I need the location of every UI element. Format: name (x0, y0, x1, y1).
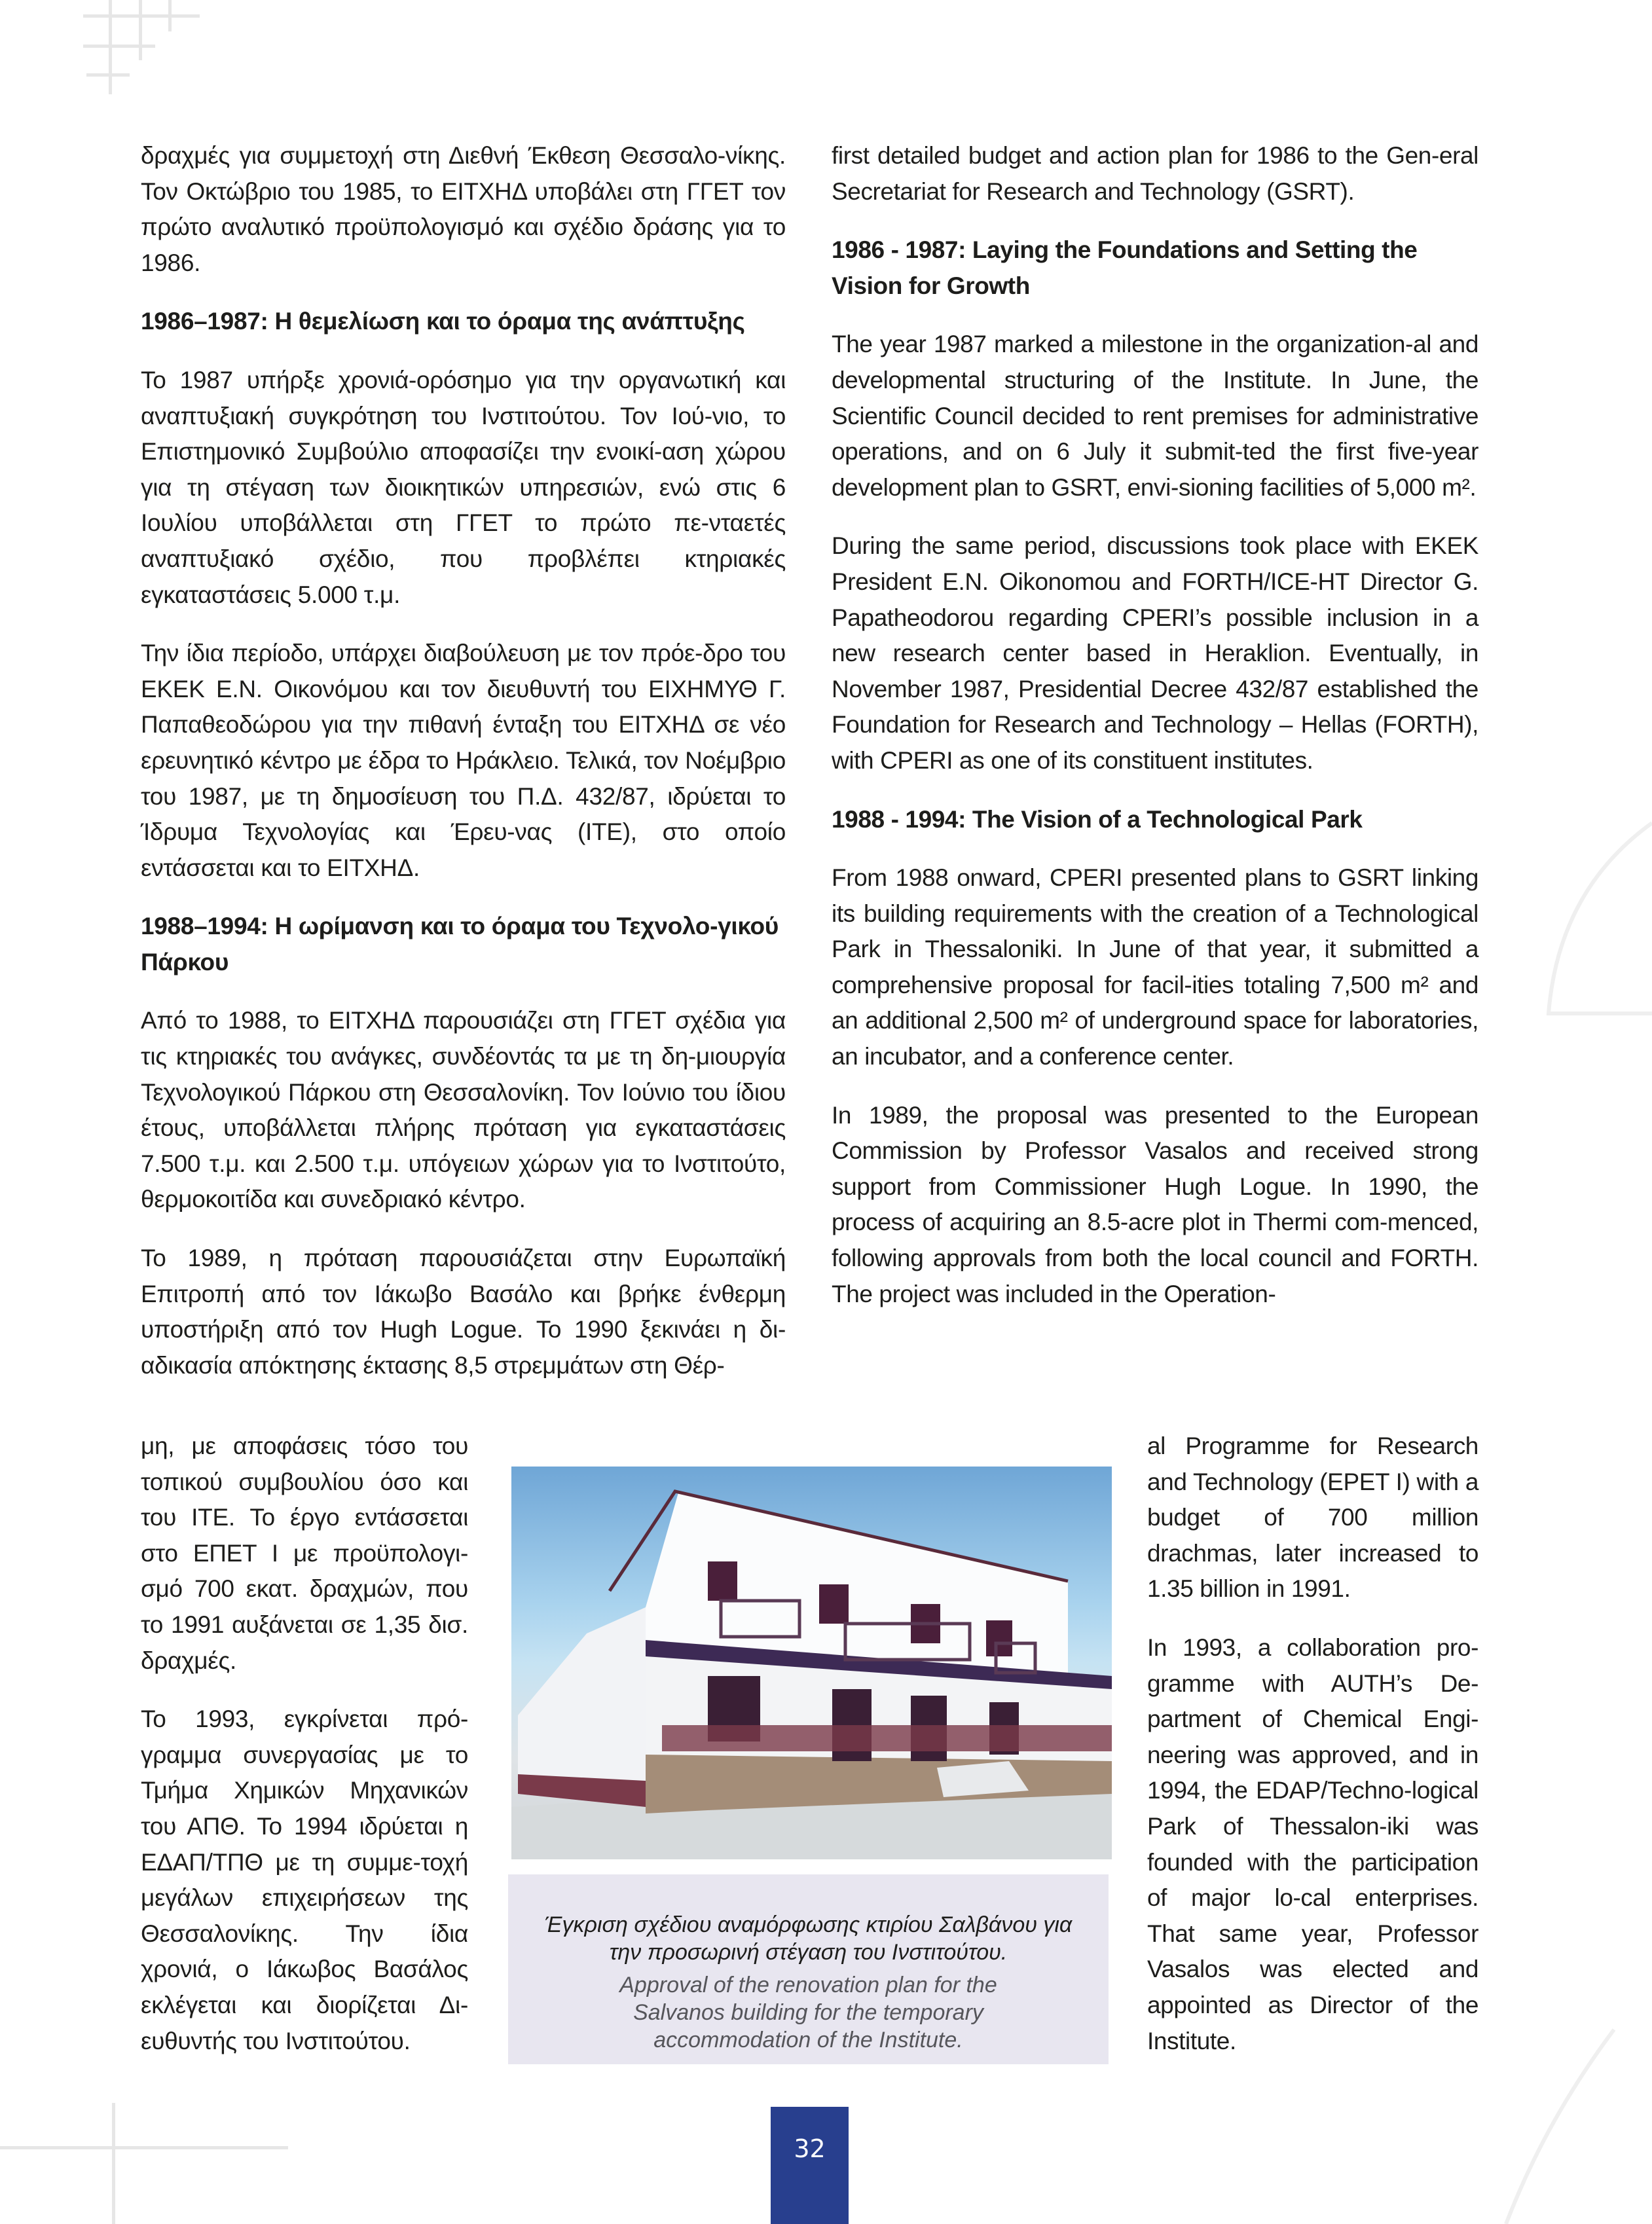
greek-paragraph: Το 1989, η πρόταση παρουσιάζεται στην Ευρωπαϊκή Επιτροπή από τον Ιάκωβο Βασάλο και βρήκε ένθερμη υποστήριξη από τον Hugh Logue. Το 1990 ξεκινάει η δι-αδικασία απόκτησης έκτασης 8,5 στρεμμάτων στη Θέρ- (141, 1245, 786, 1379)
english-paragraph: The year 1987 marked a milestone in the organization-al and developmental structuring of the Institute. In June, the Scientific Council decided to rent premises for administrative operations, and on 6 July it submit-ted the first five-year development plan to GSRT, envi-sioning facilities of 5,000 m². (832, 331, 1478, 501)
greek-section-heading: 1986–1987: Η θεμελίωση και το όραμα της ανάπτυξης (141, 308, 745, 335)
english-paragraph: In 1989, the proposal was presented to the European Commission by Professor Vasalos and received strong support from Commissioner Hugh Logue. In 1990, the process of acquiring an 8.5-acre plot in Thermi com-menced, following approvals from both the local council and FORTH. The project was included in the Operation- (832, 1101, 1478, 1307)
greek-paragraph: Το 1993, εγκρίνεται πρό-γραμμα συνεργασίας με το Τμήμα Χημικών Μηχανικών του ΑΠΘ. Το 1994 ιδρύεται η ΕΔΑΠ/ΤΠΘ με τη συμμε-τοχή μεγάλων επιχειρήσεων της Θεσσαλονίκης. Την ίδια χρονιά, ο Ιάκωβος Βασάλος εκλέγεται και διορίζεται Δι-ευθυντής του Ινστιτούτου. (141, 1705, 468, 2054)
english-paragraph: In 1993, a collaboration pro-gramme with AUTH’s De-partment of Chemical Engi-neering was approved, and in 1994, the EDAP/Techno-logical Park of Thessalon-iki was founded with the participation of major lo-cal enterprises. That same year, Professor Vasalos was elected and appointed as Director of the Institute. (1147, 1633, 1478, 2054)
greek-paragraph: μη, με αποφάσεις τόσο του τοπικού συμβουλίου όσο και του ΙΤΕ. Το έργο εντάσσεται στο ΕΠΕΤ Ι με προϋπολογι-σμό 700 εκατ. δραχμών, που το 1991 αυξάνεται σε 1,35 δισ. δραχμές. (141, 1432, 468, 1674)
english-column (832, 138, 1478, 1312)
english-paragraph: During the same period, discussions took place with EKEK President E.N. Oikonomou and FORTH/ICE-HT Director G. Papatheodorou regarding CPERI’s possible inclusion in a new research center based in Heraklion. Eventually, in November 1987, Presidential Decree 432/87 established the Foundation for Research and Technology – Hellas (FORTH), with CPERI as one of its constituent institutes. (832, 532, 1478, 774)
english-paragraph: From 1988 onward, CPERI presented plans to GSRT linking its building requirements with the creation of a Technological Park in Thessaloniki. In June of that year, it submitted a comprehensive proposal for facil-ities totaling 7,500 m² and an additional 2,500 m² of underground space for laboratories, an incubator, and a conference center. (832, 864, 1478, 1070)
greek-paragraph: δραχμές για συμμετοχή στη Διεθνή Έκθεση Θεσσαλο-νίκης. Τον Οκτώβριο του 1985, το ΕΙΤΧΗΔ υποβάλει στη ΓΓΕΤ τον πρώτο αναλυτικό προϋπολογισμό και σχέδιο δράσης για το 1986. (141, 142, 786, 276)
english-paragraph: first detailed budget and action plan for 1986 to the Gen-eral Secretariat for Research and Technology (GSRT). (832, 142, 1478, 205)
page-number: 32 (771, 2107, 849, 2224)
figure-caption (508, 1874, 1109, 2064)
building-photo (511, 1467, 1112, 1859)
caption-english: Approval of the renovation plan for the Salvanos building for the temporary accommodation of the Institute. (619, 1973, 997, 2052)
greek-column-wrapped (141, 1429, 468, 2082)
english-section-heading: 1988 - 1994: The Vision of a Technological Park (832, 805, 1363, 833)
greek-column (141, 138, 786, 1383)
greek-paragraph: Την ίδια περίοδο, υπάρχει διαβούλευση με τον πρόε-δρο του ΕΚΕΚ Ε.Ν. Οικονόμου και τον διευθυντή του ΕΙΧΗΜΥΘ Γ. Παπαθεοδώρου για την πιθανή ένταξη του ΕΙΤΧΗΔ σε νέο ερευνητικό κέντρο με έδρα το Ηράκλειο. Τελικά, τον Νοέμβριο του 1987, με τη δημοσίευση του Π.Δ. 432/87, ιδρύεται το Ίδρυμα Τεχνολογίας και Έρευ-νας (ΙΤΕ), στο οποίο εντάσσεται και το ΕΙΤΧΗΔ. (141, 640, 786, 881)
greek-section-heading: 1988–1994: Η ωρίμανση και το όραμα του Τεχνολο-γικού Πάρκου (141, 913, 779, 975)
caption-greek: Έγκριση σχέδιου αναμόρφωσης κτιρίου Σαλβάνου για την προσωρινή στέγαση του Ινστιτούτου. (544, 1912, 1073, 1965)
greek-paragraph: Το 1987 υπήρξε χρονιά-ορόσημο για την οργανωτική και αναπτυξιακή συγκρότηση του Ινστιτούτου. Τον Ιού-νιο, το Επιστημονικό Συμβούλιο αποφασίζει την ενοικί-αση χώρου για τη στέγαση των διοικητικών υπηρεσιών, ενώ στις 6 Ιουλίου υποβάλλεται στη ΓΓΕΤ το πρώτο πε-νταετές αναπτυξιακό σχέδιο, που προβλέπει κτηριακές εγκαταστάσεις 5.000 τ.μ. (141, 366, 786, 608)
arc-decoration-right (1506, 786, 1652, 1021)
english-column-wrapped (1147, 1429, 1478, 2082)
greek-paragraph: Από το 1988, το ΕΙΤΧΗΔ παρουσιάζει στη ΓΓΕΤ σχέδια για τις κτηριακές του ανάγκες, συνδέοντάς τα με τη δη-μιουργία Τεχνολογικού Πάρκου στη Θεσσαλονίκη. Τον Ιούνιο του ίδιου έτους, υποβάλλεται πλήρης πρόταση για εγκαταστάσεις 7.500 τ.μ. και 2.500 τ.μ. υπόγειων χώρων για το Ινστιτούτο, θερμοκοιτίδα και συνεδριακό κέντρο. (141, 1007, 786, 1213)
english-paragraph: al Programme for Research and Technology (EPET I) with a budget of 700 million drachmas, later increased to 1.35 billion in 1991. (1147, 1432, 1478, 1603)
arc-decoration-bottom-right (1493, 2016, 1652, 2224)
english-section-heading: 1986 - 1987: Laying the Foundations and Setting the Vision for Growth (832, 236, 1418, 299)
